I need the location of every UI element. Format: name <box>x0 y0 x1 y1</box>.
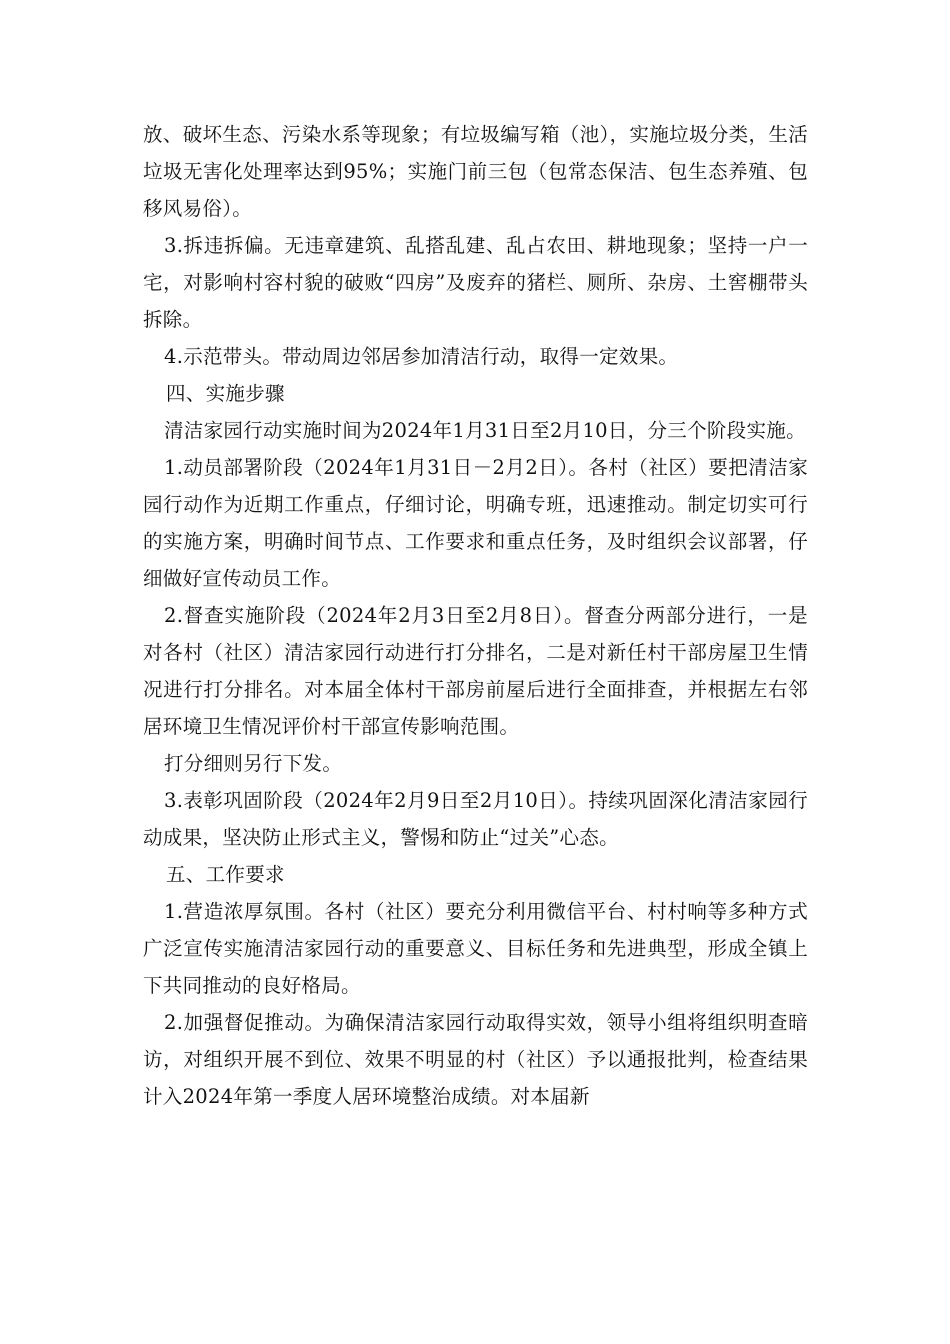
paragraph-phase-2: 2.督查实施阶段（2024年2月3日至2月8日）。督查分两部分进行，一是对各村（社区）清洁家园行动进行打分排名，二是对新任村干部房屋卫生情况进行打分排名。对本届全体村干部房前屋后进行全面排查，并根据左右邻居环境卫生情况评价村干部宣传影响范围。 <box>143 604 808 738</box>
section-heading-5: 五、工作要求 <box>166 863 285 886</box>
paragraph-continuation: 放、破坏生态、污染水系等现象；有垃圾编写箱（池），实施垃圾分类，生活垃圾无害化处理率达到95%；实施门前三包（包常态保洁、包生态养殖、包移风易俗）。 <box>143 123 808 220</box>
paragraph-requirement-2: 2.加强督促推动。为确保清洁家园行动取得实效，领导小组将组织明查暗访，对组织开展不到位、效果不明显的村（社区）予以通报批判，检查结果计入2024年第一季度人居环境整治成绩。对本届新 <box>143 1011 808 1108</box>
section-heading-4: 四、实施步骤 <box>166 382 285 405</box>
paragraph-item-3: 3.拆违拆偏。无违章建筑、乱搭乱建、乱占农田、耕地现象；坚持一户一宅，对影响村容村貌的破败“四房”及废弃的猪栏、厕所、杂房、土窖棚带头拆除。 <box>143 234 808 331</box>
paragraph-schedule-intro: 清洁家园行动实施时间为2024年1月31日至2月10日，分三个阶段实施。 <box>164 419 806 442</box>
paragraph-phase-1: 1.动员部署阶段（2024年1月31日－2月2日）。各村（社区）要把清洁家园行动作为近期工作重点，仔细讨论，明确专班，迅速推动。制定切实可行的实施方案，明确时间节点、工作要求和重点任务，及时组织会议部署，仔细做好宣传动员工作。 <box>143 456 808 590</box>
document-body <box>143 116 808 1115</box>
paragraph-requirement-1: 1.营造浓厚氛围。各村（社区）要充分利用微信平台、村村响等多种方式广泛宣传实施清洁家园行动的重要意义、目标任务和先进典型，形成全镇上下共同推动的良好格局。 <box>143 900 808 997</box>
paragraph-phase-3: 3.表彰巩固阶段（2024年2月9日至2月10日）。持续巩固深化清洁家园行动成果，坚决防止形式主义，警惕和防止“过关”心态。 <box>143 789 808 849</box>
paragraph-scoring-note: 打分细则另行下发。 <box>164 752 343 775</box>
paragraph-item-4: 4.示范带头。带动周边邻居参加清洁行动，取得一定效果。 <box>164 345 679 368</box>
